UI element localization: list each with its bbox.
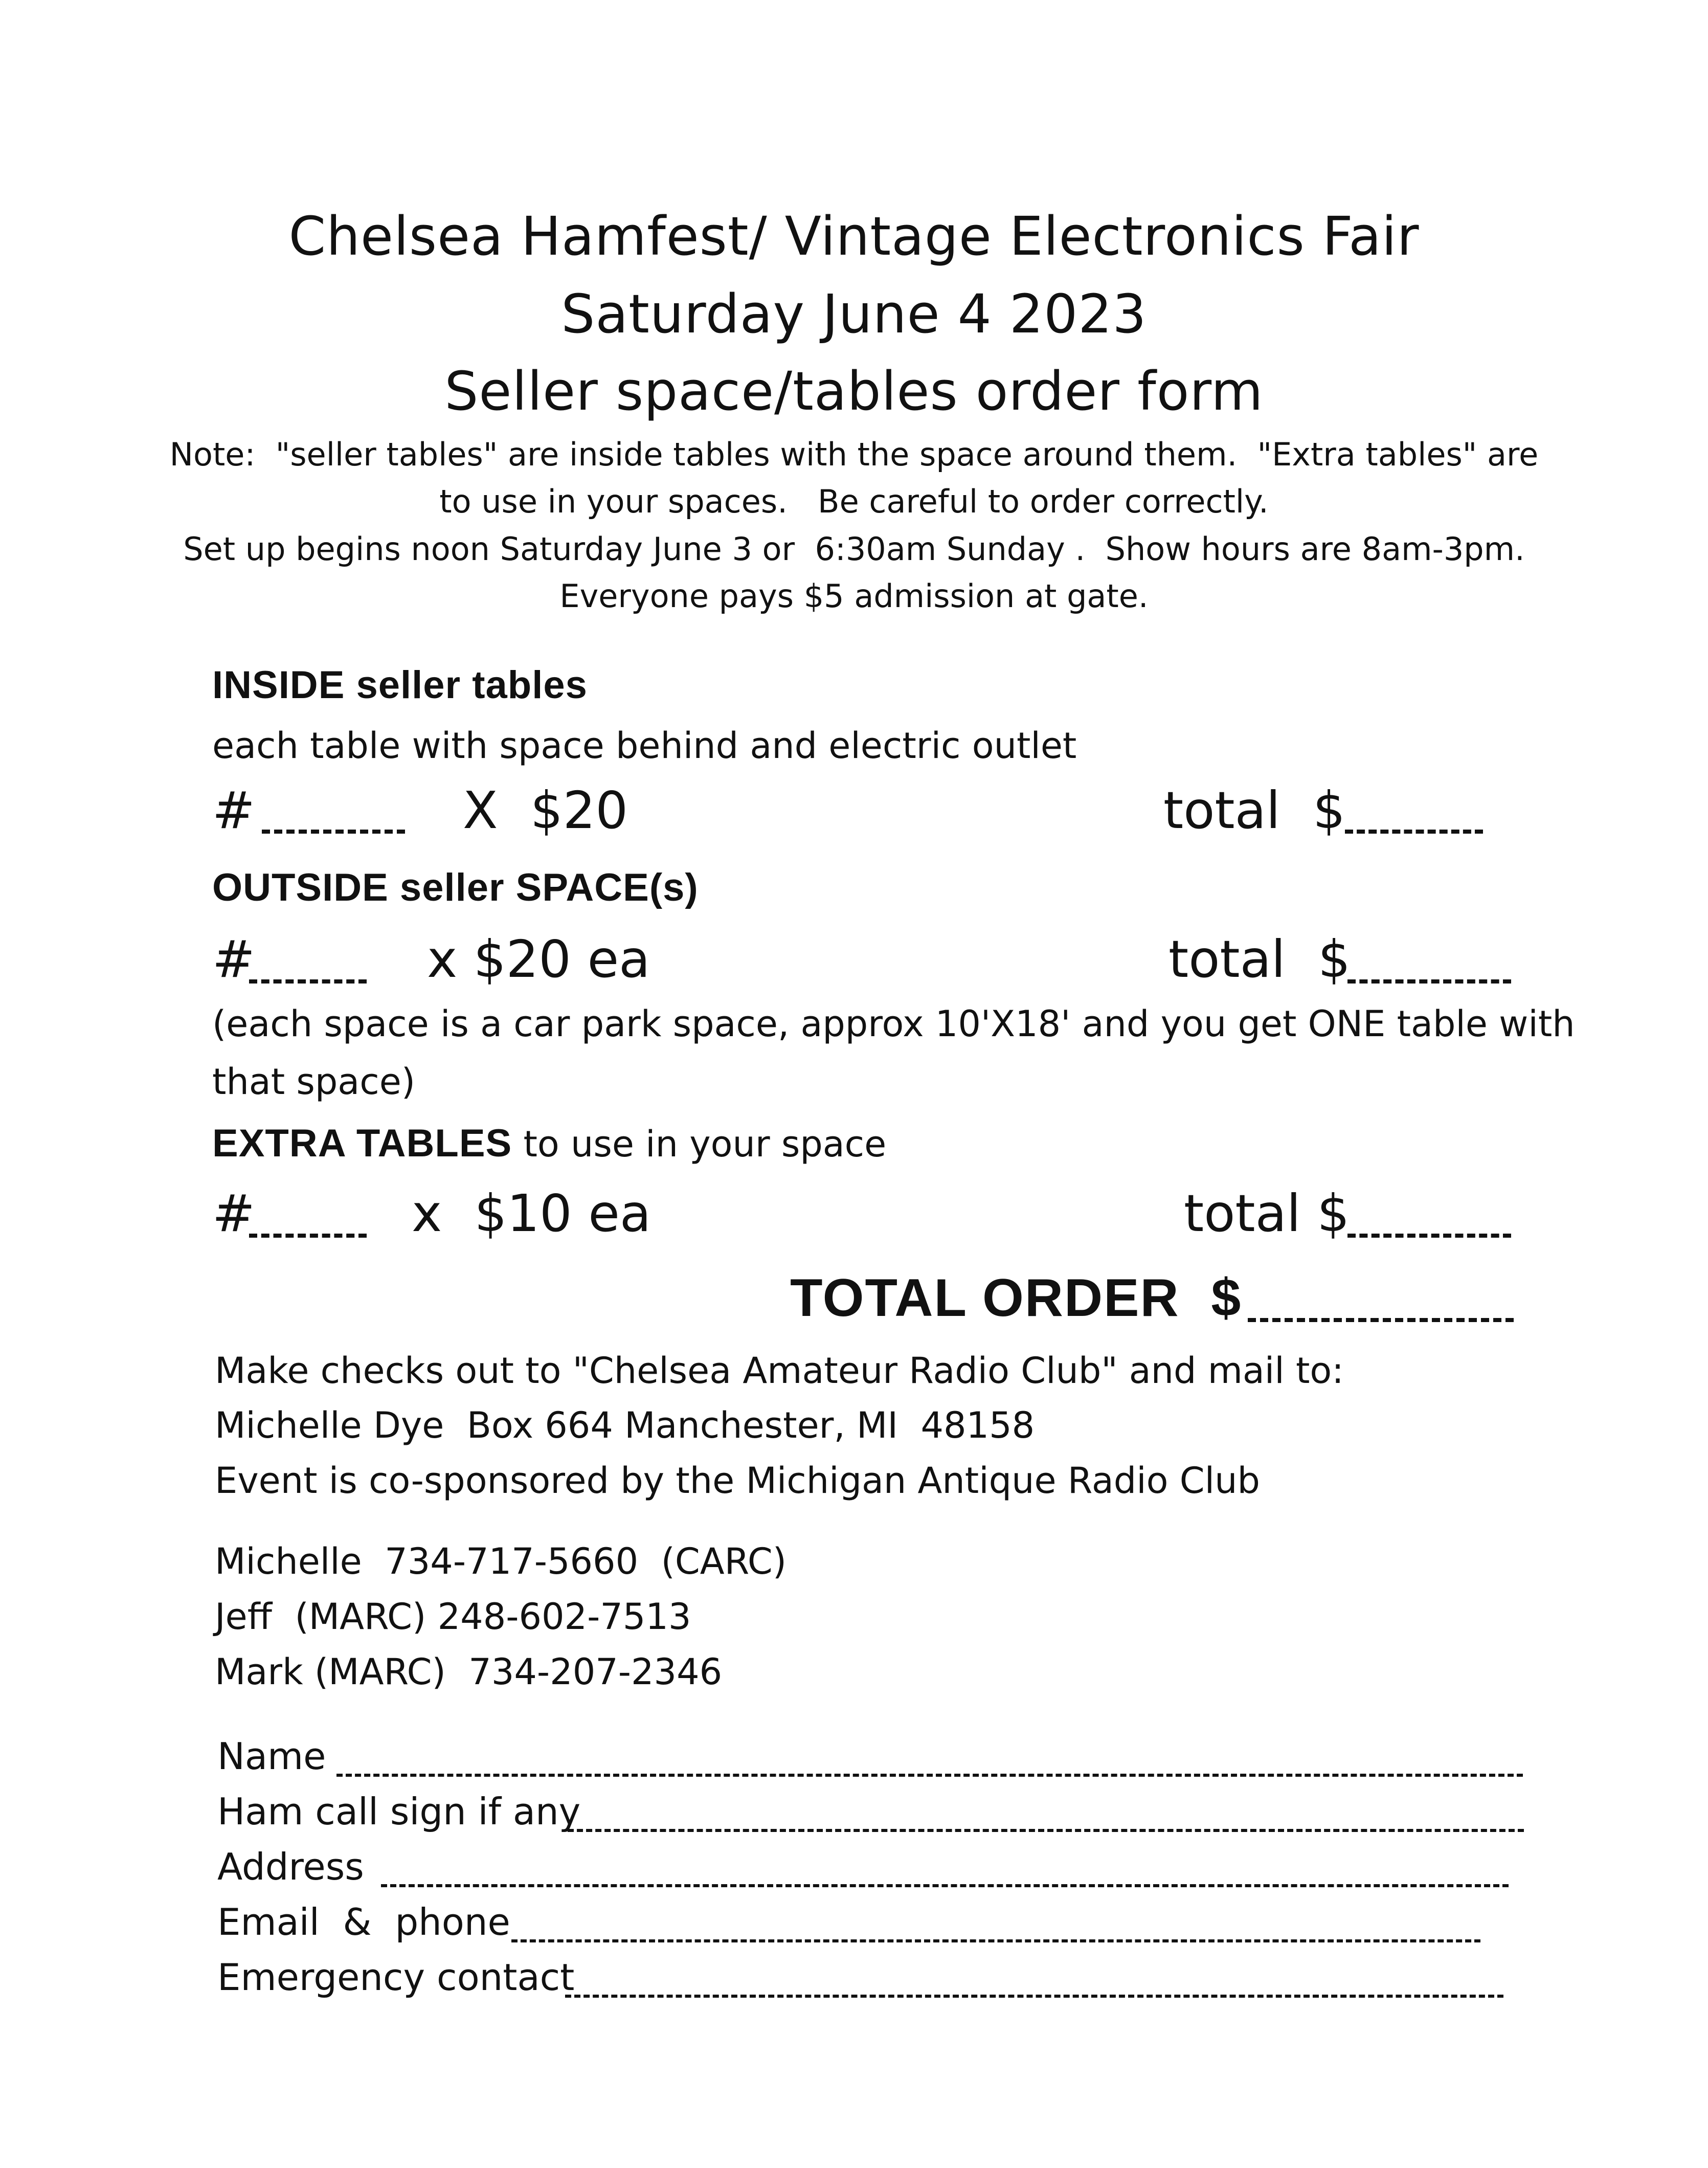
outside-description-line-2: that space)	[212, 1061, 416, 1103]
inside-heading: INSIDE seller tables	[212, 663, 588, 707]
extra-total-blank[interactable]	[1347, 1234, 1511, 1238]
call-sign-field[interactable]	[568, 1829, 1524, 1832]
outside-heading: OUTSIDE seller SPACE(s)	[212, 866, 699, 909]
extra-heading-rest: to use in your space	[512, 1123, 887, 1165]
extra-heading	[212, 1124, 886, 1163]
extra-heading-bold: EXTRA TABLES	[212, 1122, 512, 1165]
inside-total-blank[interactable]	[1345, 830, 1483, 834]
call-sign-label: Ham call sign if any	[217, 1790, 581, 1833]
outside-total-label: total $	[1168, 929, 1351, 989]
inside-count-blank[interactable]	[262, 830, 405, 834]
note-line-1: Note: "seller tables" are inside tables with the space around them. "Extra tables" are	[169, 436, 1539, 473]
inside-total-label: total $	[1163, 780, 1345, 840]
extra-price: x $10 ea	[412, 1183, 651, 1243]
page-title: Chelsea Hamfest/ Vintage Electronics Fair	[288, 205, 1420, 267]
payment-cosponsor: Event is co-sponsored by the Michigan Antique Radio Club	[215, 1460, 1260, 1502]
outside-count-prefix: #	[212, 929, 255, 989]
address-label: Address	[217, 1845, 364, 1888]
inside-description: each table with space behind and electric outlet	[212, 725, 1077, 767]
extra-total-label: total $	[1184, 1183, 1350, 1243]
contact-mark: Mark (MARC) 734-207-2346	[215, 1651, 723, 1693]
address-field[interactable]	[381, 1884, 1509, 1887]
note-line-2: to use in your spaces. Be careful to order correctly.	[439, 483, 1269, 520]
event-date: Saturday June 4 2023	[561, 283, 1147, 345]
contact-michelle: Michelle 734-717-5660 (CARC)	[215, 1540, 787, 1582]
emergency-contact-label: Emergency contact	[217, 1956, 575, 1999]
inside-count-prefix: #	[212, 780, 255, 840]
email-phone-field[interactable]	[511, 1939, 1480, 1942]
outside-total-blank[interactable]	[1347, 979, 1511, 984]
emergency-contact-field[interactable]	[565, 1995, 1503, 1998]
outside-count-blank[interactable]	[249, 979, 367, 984]
outside-description-line-1: (each space is a car park space, approx 10'X18' and you get ONE table with	[212, 1003, 1575, 1045]
total-order-blank[interactable]	[1248, 1318, 1514, 1322]
total-order-label: TOTAL ORDER $	[790, 1268, 1242, 1328]
extra-count-blank[interactable]	[249, 1234, 367, 1238]
note-line-3: Set up begins noon Saturday June 3 or 6:30am Sunday . Show hours are 8am-3pm.	[183, 530, 1525, 568]
payment-address: Michelle Dye Box 664 Manchester, MI 48158	[215, 1404, 1035, 1446]
name-label: Name	[217, 1735, 326, 1778]
name-field[interactable]	[336, 1774, 1523, 1777]
outside-price: x $20 ea	[427, 929, 650, 989]
form-subtitle: Seller space/tables order form	[444, 360, 1264, 422]
email-phone-label: Email & phone	[217, 1901, 510, 1943]
payment-line-1: Make checks out to "Chelsea Amateur Radio Club" and mail to:	[215, 1350, 1344, 1392]
extra-count-prefix: #	[212, 1183, 255, 1243]
contact-jeff: Jeff (MARC) 248-602-7513	[215, 1596, 691, 1638]
inside-price: X $20	[463, 780, 628, 840]
note-line-4: Everyone pays $5 admission at gate.	[559, 577, 1149, 615]
